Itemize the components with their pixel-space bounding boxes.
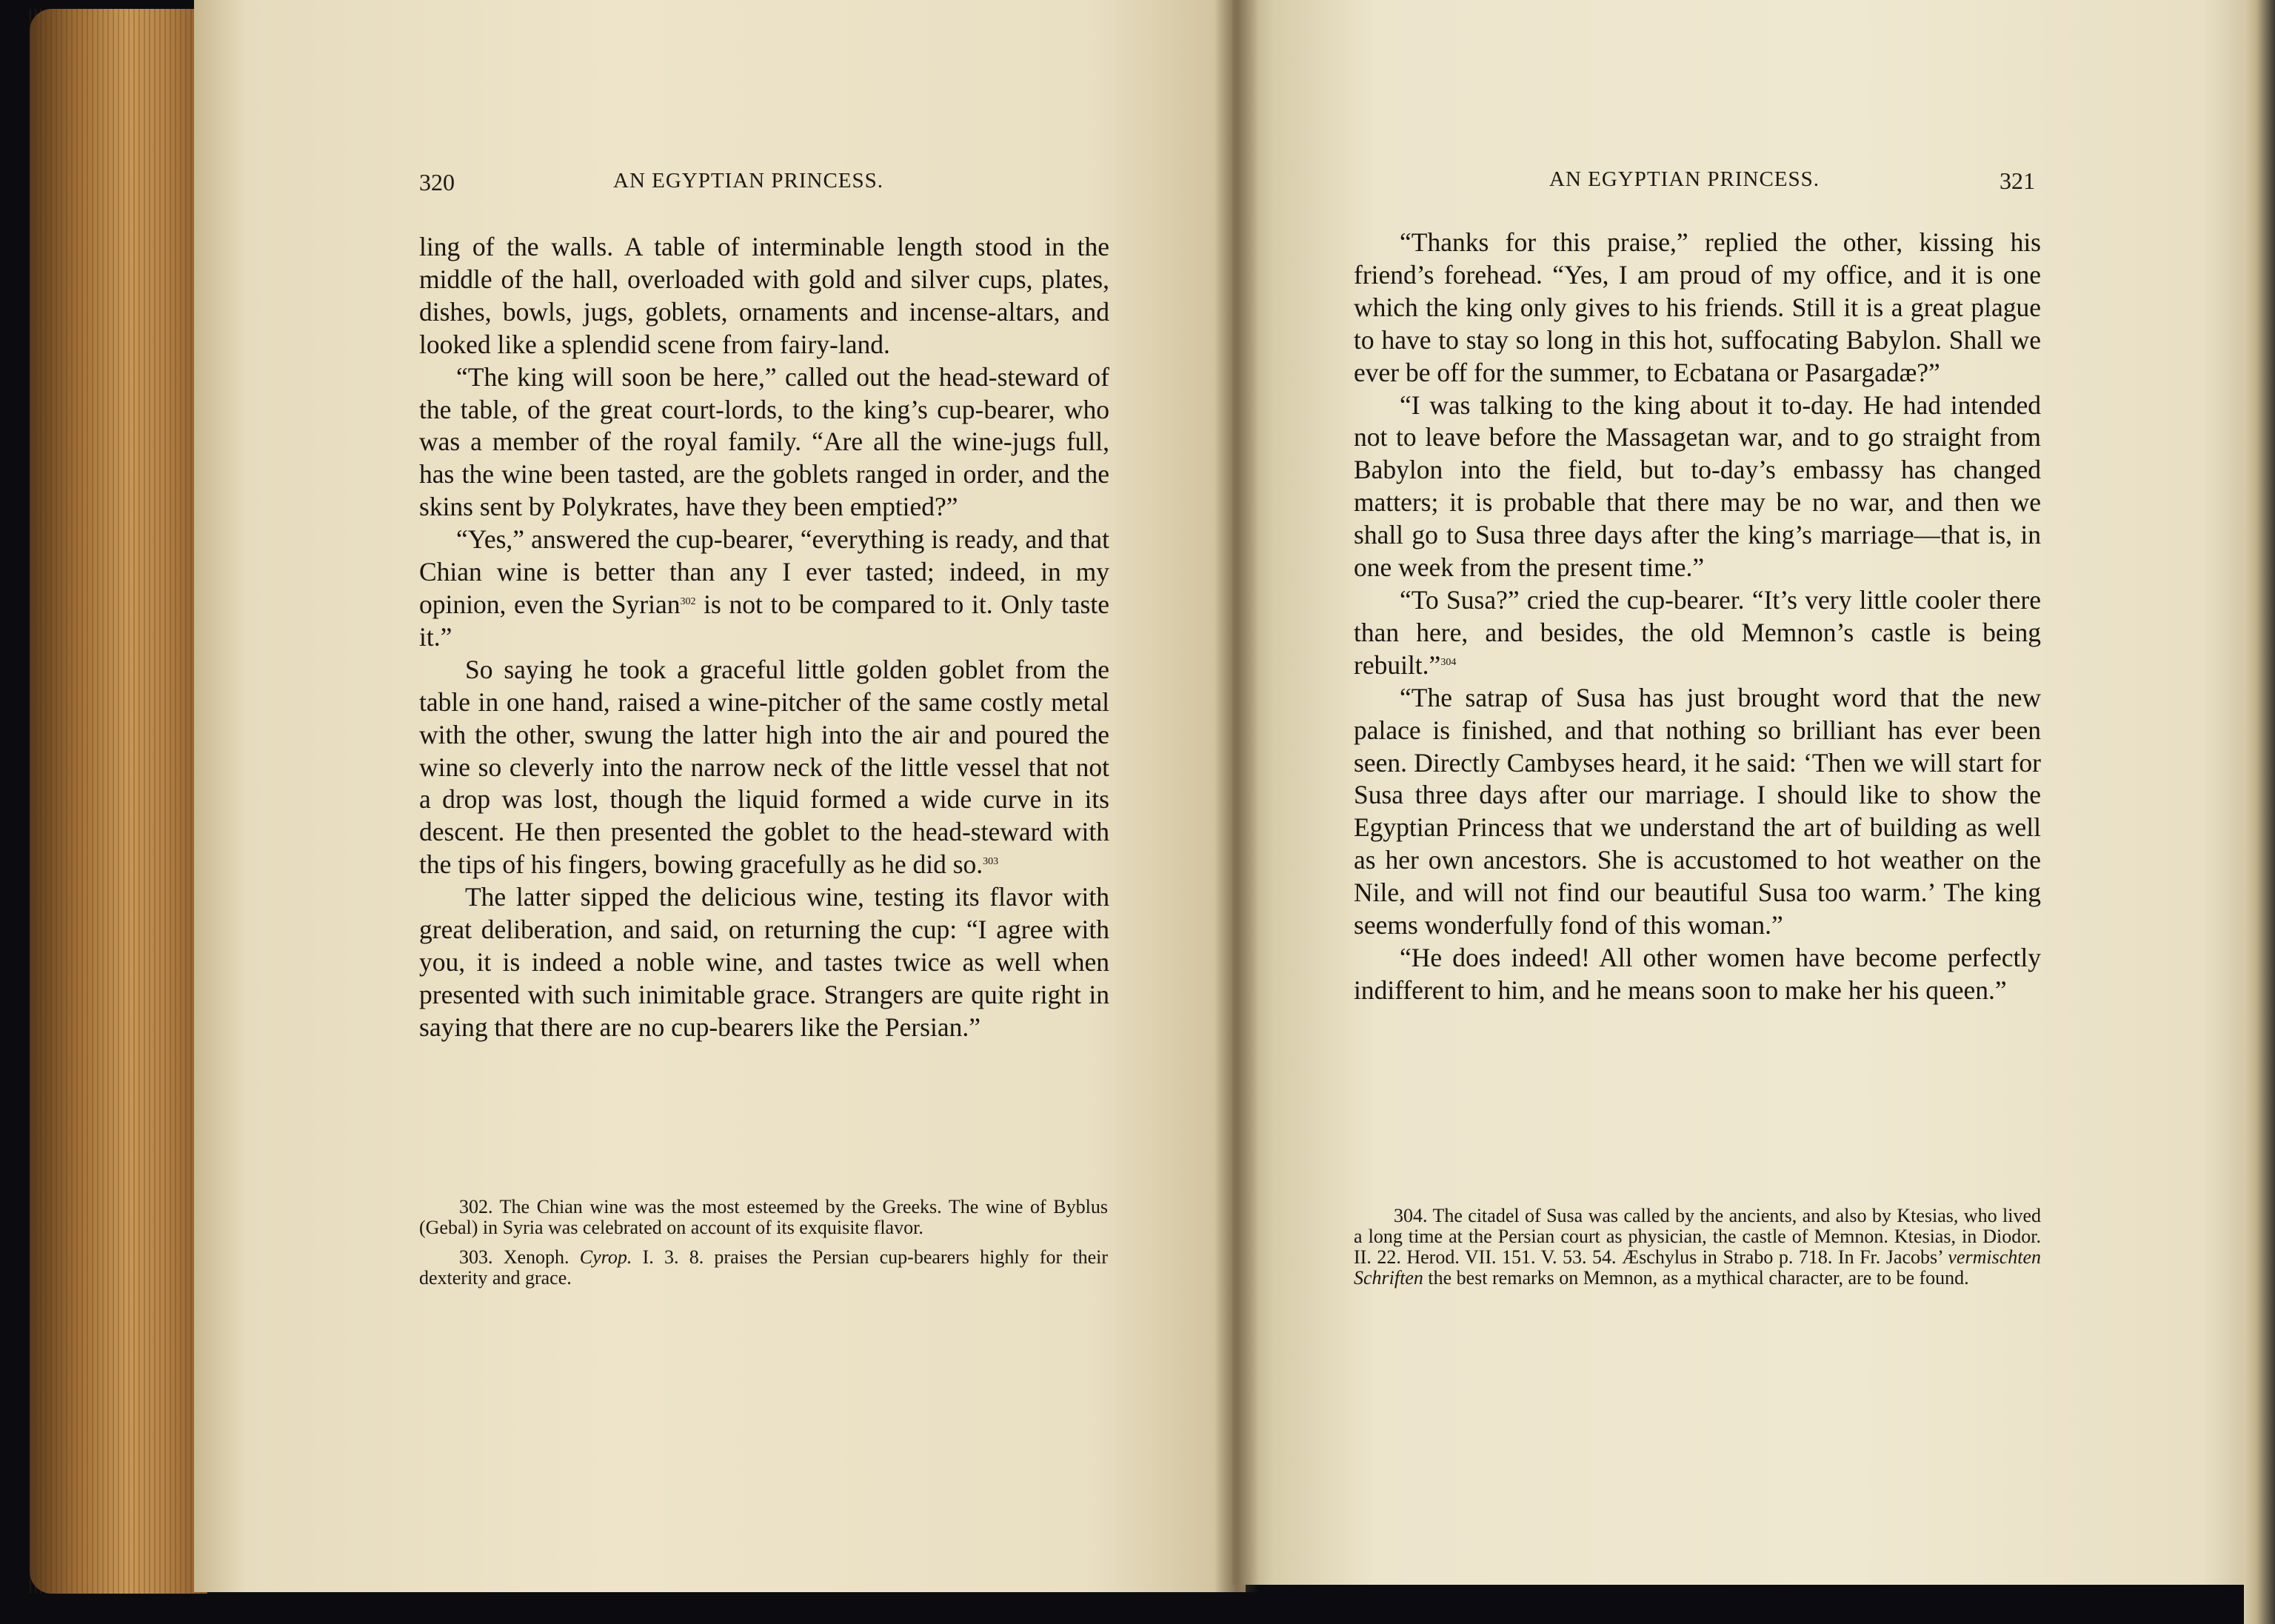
right-footnotes <box>1354 1206 2041 1297</box>
paragraph-text: So saying he took a graceful little golden goblet from the table in one hand, raised a wine-pitcher of the same costly metal with the other, swung the latter high into the air and poured the wine so cleverly into the narrow neck of the little vessel that not a drop was lost, though the liquid formed a wide curve in its descent. He then presented the goblet to the head-steward with the tips of his fingers, bowing gracefully as he did so. <box>419 654 1109 880</box>
left-running-header <box>419 169 1123 198</box>
footnote <box>419 1247 1108 1289</box>
footnote-italic: Cyrop. <box>579 1246 632 1268</box>
page-block-edge <box>30 9 207 1594</box>
footnote-ref: 302 <box>680 595 696 607</box>
left-body-text <box>419 231 1109 1044</box>
right-body-text <box>1354 227 2041 1007</box>
paragraph-text: “To Susa?” cried the cup-bearer. “It’s very little cooler there than here, and besides, the old Memnon’s castle is being rebuilt.” <box>1354 584 2041 680</box>
paragraph: “He does indeed! All other women have become perfectly indifferent to him, and he means soon to make her his queen.” <box>1354 942 2041 1005</box>
right-running-header <box>1355 167 2051 197</box>
paragraph: “Thanks for this praise,” replied the other, kissing his friend’s forehead. “Yes, I am proud of my office, and it is one which the king only gives to his friends. Still it is a great plague to have to stay so long in this hot, suffocating Babylon. Shall we ever be off for the summer, to Ecbatana or Pasargadæ?” <box>1354 227 2041 387</box>
right-page-number: 321 <box>2000 167 2035 194</box>
paragraph: The latter sipped the delicious wine, testing its flavor with great deliberation, and said, on returning the cup: “I agree with you, it is indeed a noble wine, and tastes twice as well when presented with such inimitable grace. Strangers are quite right in saying that there are no cup-bearers like the Persian.” <box>419 882 1109 1042</box>
footnote-text: 304. The citadel of Susa was called by the ancients, and also by Ktesias, who lived a long time at the Persian court as physician, the castle of Memnon. Ktesias, in Diodor. II. 22. Herod. VII. 151. V. 53. 54. Æschylus in Strabo p. 718. In Fr. Jacobs’ <box>1354 1205 2041 1268</box>
footnote: 302. The Chian wine was the most esteemed by the Greeks. The wine of Byblus (Gebal) in Syria was celebrated on account of its exquisite flavor. <box>419 1196 1108 1238</box>
footnote-text: I. 3. 8. praises the Persian cup-bearers highly for their dexterity and grace. <box>419 1246 1108 1289</box>
right-page-edge <box>2244 0 2275 1624</box>
footnote-text: 303. Xenoph. <box>459 1246 569 1268</box>
paragraph: “The king will soon be here,” called out the head-steward of the table, of the great court-lords, to the king’s cup-bearer, who was a member of the royal family. “Are all the wine-jugs full, has the wine been tasted, are the goblets ranged in order, and the skins sent by Polykrates, have they been emptied?” <box>419 361 1109 522</box>
book-gutter <box>1215 0 1259 1592</box>
left-footnotes <box>419 1197 1108 1297</box>
paragraph: ling of the walls. A table of interminable length stood in the middle of the hall, overloaded with gold and silver cups, plates, dishes, bowls, jugs, goblets, ornaments and incense-altars, and looked like a splendid scene from fairy-land. <box>419 232 1109 359</box>
left-running-title: AN EGYPTIAN PRINCESS. <box>613 169 884 193</box>
footnote-ref: 303 <box>983 856 999 868</box>
left-page-number: 320 <box>419 169 455 196</box>
footnote-italic: vermischten Schriften <box>1354 1246 2042 1289</box>
paragraph-text: “Yes,” answered the cup-bearer, “everything is ready, and that Chian wine is better than any I ever tasted; indeed, in my opinion, even the Syrian <box>419 524 1109 619</box>
footnote-ref: 304 <box>1440 656 1457 668</box>
footnote <box>1354 1206 2041 1289</box>
paragraph: “I was talking to the king about it to-day. He had intended not to leave before the Massagetan war, and to go straight from Babylon into the field, but to-day’s embassy has changed matters; it is probable that there may be no war, and then we shall go to Susa three days after the king’s marriage—that is, in one week from the present time.” <box>1354 390 2041 583</box>
paragraph <box>419 524 1109 654</box>
footnote-text: the best remarks on Memnon, as a mythical character, are to be found. <box>1428 1267 1969 1289</box>
paragraph <box>1354 584 2041 682</box>
paragraph-text: is not to be compared to it. Only taste it.” <box>419 589 1109 652</box>
paragraph: “The satrap of Susa has just brought word that the new palace is finished, and that nothing so brilliant has ever been seen. Directly Cambyses heard, it he said: ‘Then we will start for Susa three days after our marriage. I should like to show the Egyptian Princess that we understand the art of building as well as her own ancestors. She is accustomed to hot weather on the Nile, and will not find our beautiful Susa too warm.’ The king seems wonderfully fond of this woman.” <box>1354 682 2041 940</box>
paragraph <box>419 654 1109 881</box>
right-running-title: AN EGYPTIAN PRINCESS. <box>1549 167 1820 191</box>
